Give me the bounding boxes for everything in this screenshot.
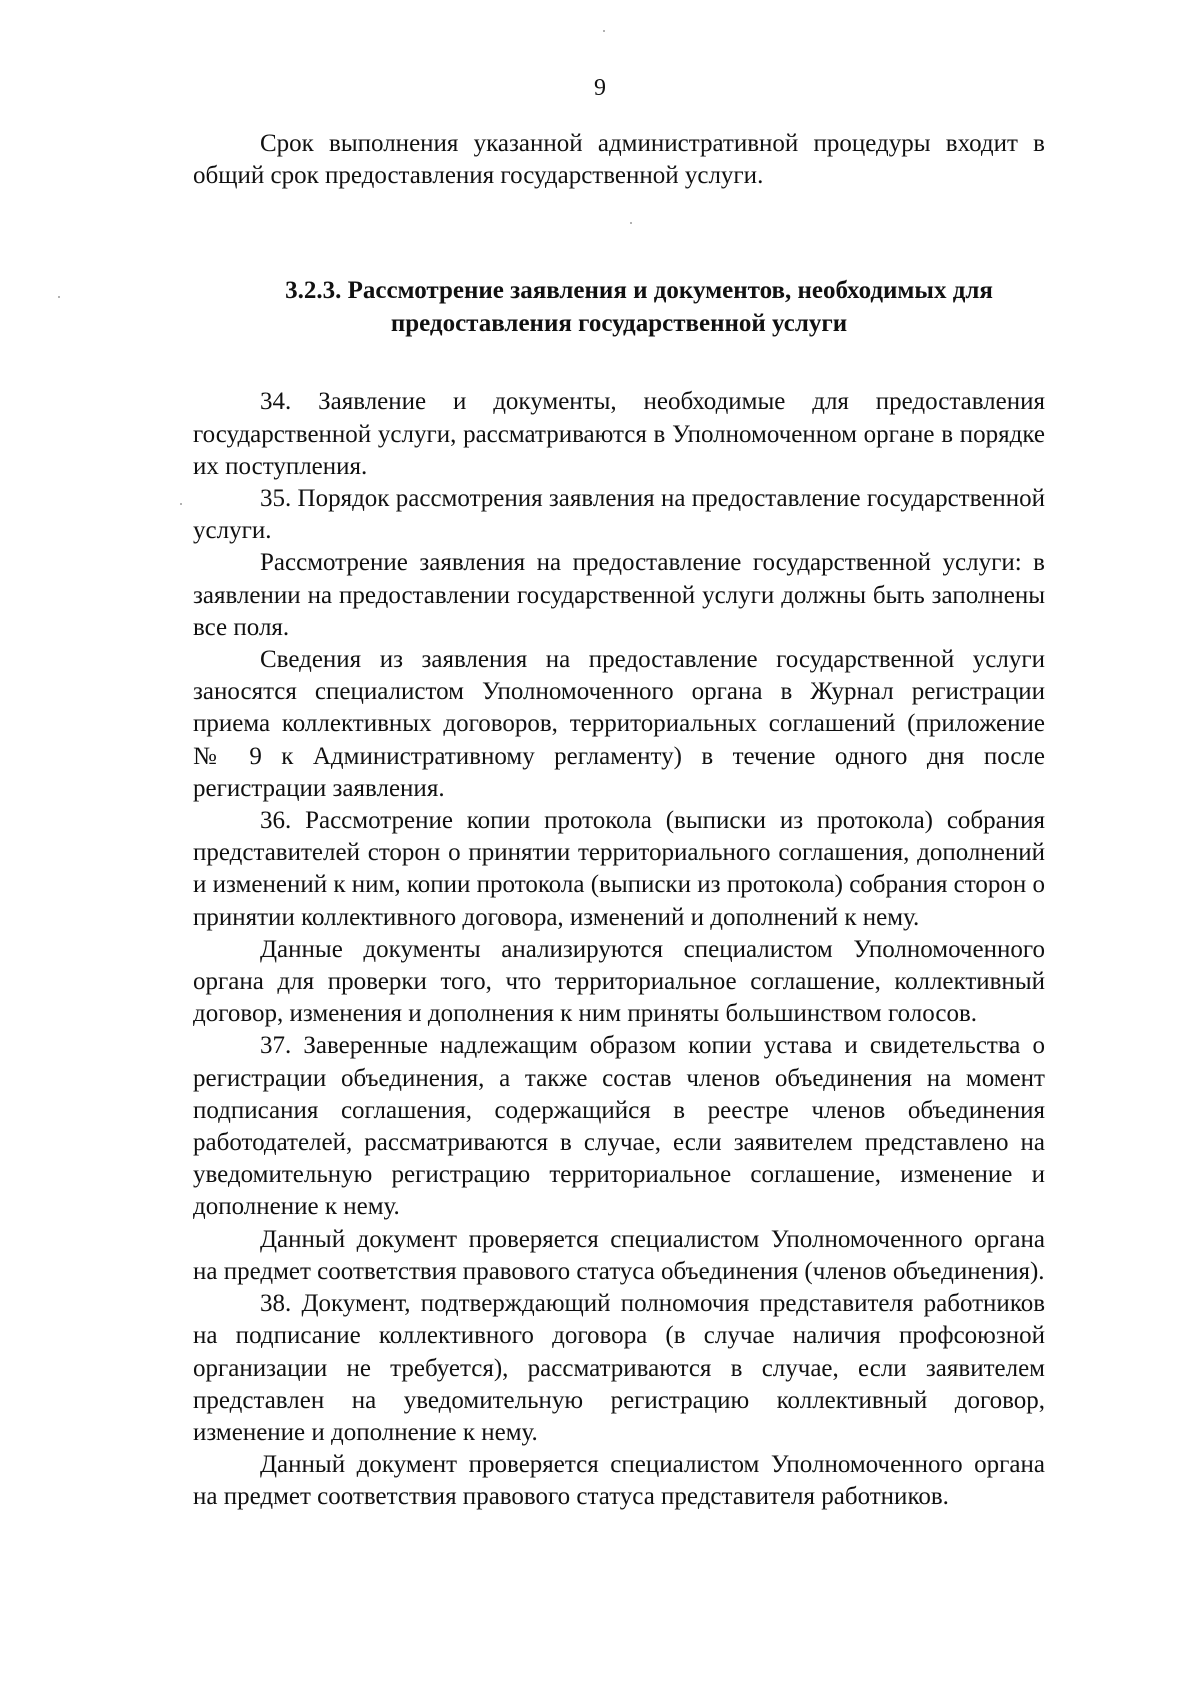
scan-speck [180,503,182,505]
section-heading-line-2: предоставления государственной услуги [390,310,848,338]
paragraph-34: 34. Заявление и документы, необходимые для предоставления государственной услуги, рассматриваются в Уполномоченном органе в порядке их поступления. [193,388,1045,480]
section-heading [193,274,1045,340]
paragraph-36: 36. Рассмотрение копии протокола (выписки из протокола) собрания представителей сторон о принятии территориального соглашения, дополнений и изменений к ним, копии протокола (выписки из протокола) собрания сторон о принятии коллективного договора, изменений и дополнений к нему. [193,807,1045,931]
intro-paragraph: Срок выполнения указанной административной процедуры входит в общий срок предоставления государственной услуги. [193,130,1045,190]
scan-speck [58,296,60,298]
paragraph-38: 38. Документ, подтверждающий полномочия представителя работников на подписание коллективного договора (в случае наличия профсоюзной организации не требуется), рассматриваются в случае, если заявителем представлен на уведомительную регистрацию коллективный договор, изменение и дополнение к нему. [193,1290,1045,1446]
paragraph-36-analysis: Данные документы анализируются специалистом Уполномоченного органа для проверки того, что территориальное соглашение, коллективный договор, изменения и дополнения к ним приняты большинством голосов. [193,935,1045,1028]
page-number: 9 [594,75,606,101]
document-body [193,128,1045,1514]
paragraph-35-review: Рассмотрение заявления на предоставление государственной услуги: в заявлении на предоставлении государственной услуги должны быть заполнены все поля. [193,549,1045,641]
paragraph-37-check: Данный документ проверяется специалистом Уполномоченного органа на предмет соответствия правового статуса объединения (членов объединения). [193,1225,1045,1285]
paragraph-38-check: Данный документ проверяется специалистом Уполномоченного органа на предмет соответствия правового статуса представителя работников. [193,1451,1045,1511]
scan-speck [603,30,605,32]
paragraph-37: 37. Заверенные надлежащим образом копии устава и свидетельства о регистрации объединения, а также состав членов объединения на момент подписания соглашения, содержащийся в реестре членов объединения работодателей, рассматриваются в случае, если заявителем представлено на уведомительную регистрацию территориальное соглашение, изменение и дополнение к нему. [193,1032,1045,1221]
section-heading-line-1: 3.2.3. Рассмотрение заявления и документов, необходимых для [285,277,993,305]
scan-speck [630,222,632,224]
paragraph-35: 35. Порядок рассмотрения заявления на предоставление государственной услуги. [193,485,1045,545]
paragraph-35-journal: Сведения из заявления на предоставление государственной услуги заносятся специалистом Уполномоченного органа в Журнал регистрации приема коллективных договоров, территориальных соглашений (приложение № 9 к Административному регламенту) в течение одного дня после регистрации заявления. [193,646,1045,802]
